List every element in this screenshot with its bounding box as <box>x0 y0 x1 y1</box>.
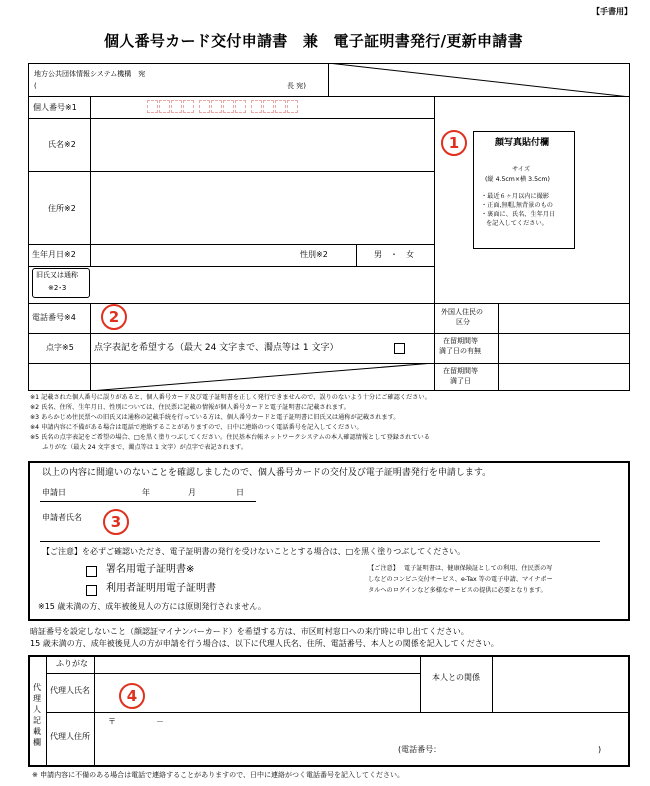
label-date: 申請日 <box>42 488 66 497</box>
label-agent-name: 代理人氏名 <box>50 686 90 695</box>
label-phone: 電話番号※4 <box>32 313 76 322</box>
cert-sign-label: 署名用電子証明書※ <box>106 564 195 575</box>
label-old-name: 旧氏又は通称 <box>36 271 78 279</box>
label-applicant-name: 申請者氏名 <box>42 513 82 522</box>
agent-address-input[interactable] <box>95 713 625 765</box>
individual-number-input[interactable] <box>147 96 327 118</box>
photo-title: 顔写真貼付欄 <box>495 138 550 148</box>
cert-sign-checkbox[interactable] <box>86 566 97 577</box>
label-gender: 性別※2 <box>300 250 328 259</box>
label-address: 住所※2 <box>48 204 76 213</box>
label-stay-expiry: 在留期間等 <box>443 367 478 375</box>
furigana-input[interactable] <box>95 656 419 672</box>
old-name-input[interactable] <box>91 267 433 302</box>
footnote: ※4 申請内容に不備がある場合は電話で連絡することがありますので、日中に連絡のつく電話番号を記入してください。 <box>30 424 363 431</box>
photo-size-value: (縦 4.5cm×横 3.5cm) <box>485 176 550 183</box>
note-line: 電子証明書は、健康保険証としての利用、住民票の写 <box>404 565 553 572</box>
pin-note: 暗証番号を設定しないこと（顔認証マイナンバーカード）を希望する方は、市区町村窓口への来庁時に申し出てください。 <box>30 627 469 636</box>
marker-3: 3 <box>103 509 129 535</box>
bottom-note: ※ 申請内容に不備のある場合は電話で連絡することがありますので、日中に連絡がつく電話番号を記入してください。 <box>32 771 404 779</box>
braille-text: 点字表記を希望する（最大 24 文字まで、濁点等は 1 文字） <box>94 343 339 353</box>
label-name: 氏名※2 <box>48 140 76 149</box>
phone-input[interactable] <box>130 304 432 332</box>
photo-note: ・最近６ヶ月以内に撮影 <box>481 193 550 200</box>
marker-2: 2 <box>101 304 127 330</box>
photo-note: を記入してください。 <box>486 220 548 227</box>
diagonal-strike <box>90 363 434 391</box>
under15-note: ※15 歳未満の方、成年被後見人の方には原則発行されません。 <box>38 602 266 611</box>
label-month: 月 <box>188 488 196 497</box>
application-statement: 以上の内容に間違いのないことを確認しましたので、個人番号カードの交付及び電子証明書発行を申請します。 <box>42 468 492 478</box>
cert-auth-label: 利用者証明用電子証明書 <box>106 583 216 594</box>
addressee-close: 長 宛) <box>287 82 306 90</box>
label-stay-period: 在留期間等 <box>443 337 478 345</box>
label-foreign-resident: 外国人住民の <box>441 308 483 316</box>
label-birthdate: 生年月日※2 <box>32 250 76 259</box>
marker-4: 4 <box>119 683 145 709</box>
address-input[interactable] <box>91 172 433 243</box>
postal-code[interactable]: 〒 － <box>108 717 164 726</box>
applicant-name-input[interactable] <box>130 506 610 534</box>
relation-input[interactable] <box>493 656 628 711</box>
note-line: タルへのログインなど多様なサービスの提供に必要となります。 <box>368 587 547 594</box>
photo-box <box>473 131 575 249</box>
addressee-line1: 地方公共団体情報システム機構 宛 <box>34 70 146 78</box>
footnote: ※5 氏名の点字表記をご希望の場合、□を黒く塗りつぶしてください。住民基本台帳ネットワークシステムの本人確認情報として登録されている <box>30 434 430 441</box>
photo-size-label: サイズ <box>512 166 531 173</box>
footnote: ※1 記載された個人番号に誤りがあると、個人番号カード及び電子証明書を正しく発行できませんので、誤りのないよう十分にご確認ください。 <box>30 394 431 401</box>
name-input[interactable] <box>91 119 433 170</box>
label-day: 日 <box>236 488 244 497</box>
footnote: ふりがな（最大 24 文字まで、濁点等は 1 文字）が点字で表記されます。 <box>30 444 248 451</box>
label-year: 年 <box>142 488 150 497</box>
agent-phone-label: (電話番号： <box>398 745 442 754</box>
marker-1: 1 <box>441 130 467 156</box>
label-furigana: ふりがな <box>56 659 88 668</box>
footnote: ※2 氏名、住所、生年月日、性別については、住民票に記載の情報が個人番号カードと電子証明書に記載されます。 <box>30 404 350 411</box>
cert-auth-checkbox[interactable] <box>86 585 97 596</box>
notice-text: 【ご注意】を必ずご確認いただき、電子証明書の発行を受けないこととする場合は、□を黒く塗りつぶしてください。 <box>42 547 466 556</box>
agent-phone-close: ) <box>598 745 602 754</box>
gender-options[interactable]: 男 ・ 女 <box>374 250 414 259</box>
photo-note: ・裏面に、氏名、生年月日 <box>481 211 556 218</box>
agent-side-label: 代理人記載欄 <box>33 683 41 747</box>
addressee-open: ( <box>34 82 37 90</box>
photo-note: ・正面,無帽,無背景のもの <box>481 202 553 209</box>
label-individual-number: 個人番号※1 <box>33 103 77 112</box>
label-agent-address: 代理人住所 <box>50 732 90 741</box>
diagonal-strike <box>328 63 630 97</box>
label-old-name-note: ※2･3 <box>48 284 67 292</box>
label-relation: 本人との関係 <box>432 673 480 682</box>
agent-name-input[interactable] <box>150 675 418 710</box>
braille-checkbox[interactable] <box>394 343 405 354</box>
footnote: ※3 あらかじめ住民票への旧氏又は通称の記載手続を行っている方は、個人番号カードと電子証明書に旧氏又は通称が記載されます。 <box>30 414 400 421</box>
form-title: 個人番号カード交付申請書 兼 電子証明書発行/更新申請書 <box>104 32 523 50</box>
note-line: しなどのコンビニ交付サービス、e-Tax 等の電子申請、マイナポー <box>368 576 553 583</box>
form-type-tag: 【手書用】 <box>592 7 632 16</box>
agent-note: 15 歳未満の方、成年被後見人の方が申請を行う場合は、以下に代理人氏名、住所、電話番号、本人との関係を記入してください。 <box>30 639 499 648</box>
label-braille: 点字※5 <box>46 343 74 352</box>
note-title: 【ご注意】 <box>368 565 399 572</box>
